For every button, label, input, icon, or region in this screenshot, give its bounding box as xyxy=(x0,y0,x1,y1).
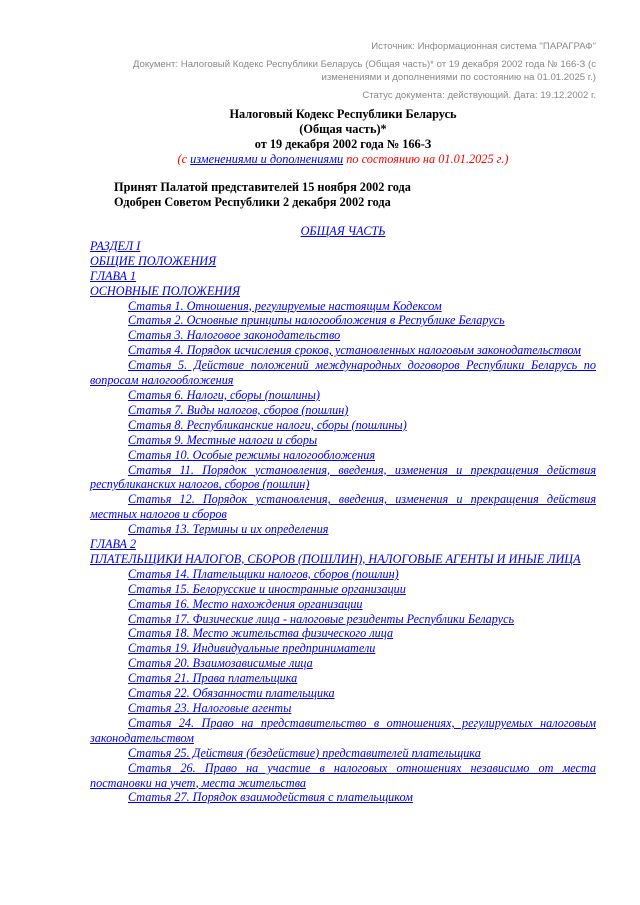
title-line-3: от 19 декабря 2002 года № 166-З xyxy=(254,137,432,151)
toc-article-link[interactable]: Статья 24. Право на представительство в отношениях, регулируемых налоговым законодательством xyxy=(90,715,596,745)
toc-article-link[interactable]: Статья 5. Действие положений международных договоров Республики Беларусь по вопросам налогообложения xyxy=(90,358,596,388)
source-line: Источник: Информационная система "ПАРАГРАФ" xyxy=(371,41,596,52)
toc-general-part[interactable]: ОБЩАЯ ЧАСТЬ xyxy=(300,224,386,238)
toc-article-link[interactable]: Статья 7. Виды налогов, сборов (пошлин) xyxy=(128,402,349,417)
toc-chapter-2-title[interactable]: ПЛАТЕЛЬЩИКИ НАЛОГОВ, СБОРОВ (ПОШЛИН), НАЛОГОВЫЕ АГЕНТЫ И ИНЫЕ ЛИЦА xyxy=(90,551,581,566)
toc-article-link[interactable]: Статья 14. Плательщики налогов, сборов (пошлин) xyxy=(128,566,399,581)
toc-article-link[interactable]: Статья 25. Действия (бездействие) представителей плательщика xyxy=(128,745,481,760)
toc-chapter-2[interactable]: ГЛАВА 2 xyxy=(90,537,137,552)
toc-section-title[interactable]: ОБЩИЕ ПОЛОЖЕНИЯ xyxy=(90,253,217,268)
approved-line: Одобрен Советом Республики 2 декабря 2002 года xyxy=(114,194,391,209)
toc-article-link[interactable]: Статья 1. Отношения, регулируемые настоящим Кодексом xyxy=(128,298,442,313)
amend-prefix: (с xyxy=(177,152,191,166)
chapter-1-articles xyxy=(90,299,596,538)
toc-article-link[interactable]: Статья 18. Место жительства физического лица xyxy=(128,626,394,641)
toc-article-link[interactable]: Статья 22. Обязанности плательщика xyxy=(128,686,335,701)
amendments-note xyxy=(90,152,596,167)
adoption-info xyxy=(114,180,411,209)
adopted-line: Принят Палатой представителей 15 ноября 2002 года xyxy=(114,180,411,194)
toc-article-link[interactable]: Статья 21. Права плательщика xyxy=(128,671,298,686)
document-title xyxy=(90,107,596,167)
toc-article-link[interactable]: Статья 15. Белорусские и иностранные организации xyxy=(128,581,406,596)
toc-article-link[interactable]: Статья 27. Порядок взаимодействия с плательщиком xyxy=(128,790,413,805)
chapter-2-articles xyxy=(90,567,596,806)
table-of-contents xyxy=(90,224,596,805)
toc-article-link[interactable]: Статья 13. Термины и их определения xyxy=(128,522,329,537)
toc-chapter-1[interactable]: ГЛАВА 1 xyxy=(90,268,137,283)
toc-article-link[interactable]: Статья 23. Налоговые агенты xyxy=(128,701,292,715)
title-line-1: Налоговый Кодекс Республики Беларусь xyxy=(229,107,457,121)
toc-article-link[interactable]: Статья 12. Порядок установления, введения, изменения и прекращения действия местных налогов и сборов xyxy=(90,492,596,522)
toc-article-link[interactable]: Статья 3. Налоговое законодательство xyxy=(128,328,341,343)
amendments-link[interactable]: изменениями и дополнениями xyxy=(190,152,344,166)
toc-article-link[interactable]: Статья 9. Местные налоги и сборы xyxy=(128,432,318,447)
document-info xyxy=(90,40,596,107)
toc-chapter-1-title[interactable]: ОСНОВНЫЕ ПОЛОЖЕНИЯ xyxy=(90,283,241,298)
toc-article-link[interactable]: Статья 6. Налоги, сборы (пошлины) xyxy=(128,387,320,402)
toc-article-link[interactable]: Статья 10. Особые режимы налогообложения xyxy=(128,447,376,462)
toc-article-link[interactable]: Статья 19. Индивидуальные предприниматели xyxy=(128,641,376,656)
toc-article-link[interactable]: Статья 8. Республиканские налоги, сборы (пошлины) xyxy=(128,417,407,432)
toc-article-link[interactable]: Статья 17. Физические лица - налоговые резиденты Республики Беларусь xyxy=(128,611,515,626)
toc-article-link[interactable]: Статья 16. Место нахождения организации xyxy=(128,596,363,611)
toc-section[interactable]: РАЗДЕЛ I xyxy=(90,238,141,253)
amend-suffix: по состоянию на 01.01.2025 г.) xyxy=(343,152,509,166)
title-line-2: (Общая часть)* xyxy=(299,122,387,136)
toc-article-link[interactable]: Статья 4. Порядок исчисления сроков, установленных налоговым законодательством xyxy=(128,343,581,358)
toc-article-link[interactable]: Статья 2. Основные принципы налогообложения в Республике Беларусь xyxy=(128,313,505,328)
toc-article-link[interactable]: Статья 11. Порядок установления, введения, изменения и прекращения действия республиканских налогов, сборов (пошлин) xyxy=(90,462,596,492)
document-line: Документ: Налоговый Кодекс Республики Беларусь (Общая часть)* от 19 декабря 2002 года № 166-З (с изменениями и дополнениями по состоянию на 01.01.2025 г.) xyxy=(132,59,596,83)
toc-article-link[interactable]: Статья 20. Взаимозависимые лица xyxy=(128,656,313,671)
status-line: Статус документа: действующий. Дата: 19.12.2002 г. xyxy=(362,90,596,101)
toc-article-link[interactable]: Статья 26. Право на участие в налоговых отношениях независимо от места постановки на учет, места жительства xyxy=(90,760,596,790)
